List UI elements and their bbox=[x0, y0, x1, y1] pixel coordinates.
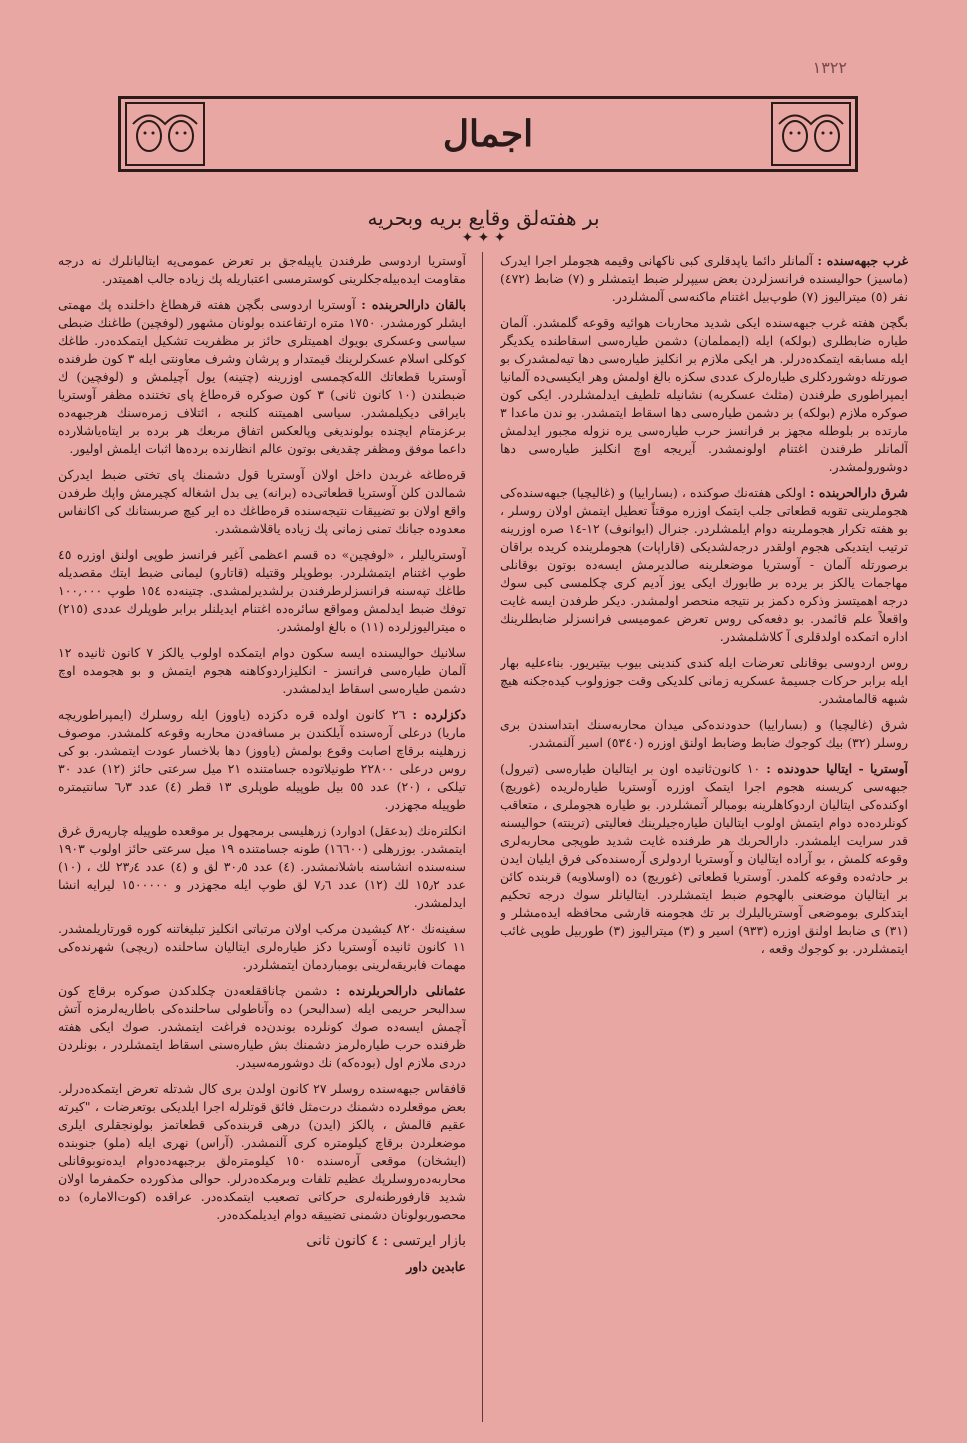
right-ornament bbox=[767, 99, 855, 169]
dateline: بازار ایرتسی : ٤ کانون ثانی bbox=[306, 1233, 466, 1249]
paragraph-text: دشمن چاناققلعه‌دن چکلدکدن صوکره برقاچ کون سدالبحر حریمی ایله (سدالبحر) ده وآناطولی ساحلنده‌کی باطاریه‌لرمزه آتش آچمش ایسه‌ده صوك کونلرده بوندن‌ده فراغت ایتمشدر. صوك ایکی هفته ظرفنده حرب طیاره‌لرمز دشمنك بش طیاره‌سنی اسقاط ایتمشلردر ، بونلردن دردی ملازم اول (بوده‌که) نك دوشورمه‌سیدر. bbox=[58, 983, 466, 1070]
paragraph-text: آوستریالیلر ، «لوفچین» ده قسم اعظمی آغیر فرانسز طوپی اولنق اوزره ٤٥ طوپ اغتنام ایتمشلردر. بوطوپلر وقتیله (قاتارو) لیمانی ضبط ایتك مقصدیله طاغك تپه‌سنه فرانسزلرطرفندن برلشدیرلمشدی. چتینه‌ده ١٥٤ طوپ ١٠٠,٠٠٠ توفك ضبط ایدلمش ومواقع سائره‌ده اغتنام ایدیلنلر برابر طوپلرك عددی (٢١٥) ه میترالیوزلرده (١١) ه بالغ اولمشدر. bbox=[58, 547, 466, 634]
paragraph-text: ١٠ کانون‌ثانیده اون بر ایتالیان طیاره‌سی (تیرول) جبهه‌سی کریسنه هجوم اجرا ایتمک اوزره آوستریا طیاره‌لریده (غوریچ) اوکنده‌کی ایتالیان اردوکاهلرینه بومبالر آتمشلردر. بو طیاره هجوملری ، متعاقب کونلرده‌ده دوام ایتمش اولوب ایتالیان طیاره‌جیلرینك فعالیتی (ترینته) حوالیسنه قدر سرایت ایلمشدر. دارالحربك هر طرفنده غایت شدید طوپجی محاربه‌لری وقوعه کلمش ، بو آراده ایتالیان و آوستریا اردولری آره‌سنده‌کی فرق ایلیان ایدن بر حادثه‌ده وقوعه کلمدر. آوستریا قطعاتی (غوریچ) ده (اوسلاویه) قربنده کائن بر ایتالیان موضعنی بالهجوم ضبط ایتمشلردر. ایتالیانلر سوك درجه تحکیم ایتدکلری بوموضعی آوستریالیلرك بر تك هجومنه قارشی محافظه ایده‌مشلر و (٣١) ی ضابط اولنق اوزره (٩٣٣) اسیر و (٣) میترالیوز (٣) طوربیل طوپی غائب ایتمشلردر. بو کوجوك وقعه ، bbox=[500, 761, 908, 956]
article-paragraph bbox=[500, 252, 908, 306]
page-header bbox=[118, 96, 858, 172]
paragraph-text: بگچن هفته غرب جبهه‌سنده ایکی شدید محاربات هوائیه وقوعه گلمشدر. آلمان طیاره ضابطلری (بولکه) ایله (ایمملمان) دشمن طیاره‌سی اسقاطنده یکدیگر ایله مسابقه ایتمکده‌درلر. هر ایکی ملازم بر انکلیز طیاره‌سی دها تیه‌لمشدرک بو صورتله دوشوردکلری طیاره‌لرک عددی سکزه بالغ اولمش وهر ایکیسی‌ده آلمانیا ایمپراطوری طرفندن (مثلث عسکریه) نشانیله تلطیف ایدلمشلردر. ایکی کون صوکره ملازم (بولکه) بر دشمن طیاره‌سی دها اسقاط ایتمشدر. بو ندن ماعدا ۳ مارتده بر بلوطله مجهز بر فرانسز حرب طیاره‌سی یره نزوله مجبور ایدلمش آلمانلر طرفندن اغتنام اولونمشدر. آیریجه اوچ انکلیز طیاره‌سی دها دوشورولمشدر. bbox=[500, 315, 908, 474]
article-paragraph bbox=[58, 546, 466, 636]
paragraph-text: آلمانلر دائما یاپدقلری کبی ناکهانی وقیمه هجوملر اجرا ایدرک (ماسیز) حوالیسنده فرانسزلردن بعض سیپرلر ضبط ایتمشلر و (۷) ضابط (٤٧٢) نفر (٥) میترالیوز (٧) طوپ‌بیل اغتنام ماکنه‌سی آلمشلردر. bbox=[500, 253, 908, 304]
paragraph-text: قره‌طاغه غربدن داخل اولان آوستریا قول دشمنك پای تختی ضبط ایدرکن شمالدن کلن آوستریا قطعاتی‌ده (برانه) یی بدل اشغاله کچیرمش واپك طرفدن واقع اولان بو تضییقات نتیجه‌سنده قره‌طاغك ده ایر کیچ صربستانك کی اکانفاس معدوده جبانك تمنی زمانی پك زیاده یاقلاشمشدر. bbox=[58, 467, 466, 536]
section-heading: شرق دارالحربنده : bbox=[809, 485, 908, 500]
twin-faces-ornament-icon bbox=[771, 102, 851, 166]
page-subtitle: بر هفته‌لق وقایع بریه وبحریه bbox=[367, 206, 600, 230]
article-paragraph bbox=[58, 982, 466, 1072]
article-paragraph bbox=[500, 716, 908, 752]
section-heading: عثمانلی دارالحربلرنده : bbox=[335, 983, 466, 998]
paragraph-text: قافقاس جبهه‌سنده روسلر ٢٧ کانون اولدن بری کال شدتله تعرض ایتمکده‌درلر. بعض موقعلرده دشمنك درت‌مثل فائق قوتلرله اجرا ایلدیکی بوتعرضات ، "کیرته عقیم قالمش ، پالکز (ایدن) درهی قربنده‌کی قطعاتمز بولونجقلری ایلری موضعلردن برقاچ کیلومتره کری آلنمشدر. (آراس) نهری ایله (ملو) جنوبنده (ایشخان) موقعی آره‌سنده ١٥٠ کیلومتره‌لق برجبهه‌ده‌دوام ایده‌نوبوقانلی محاربه‌ده‌روسلرپك عظیم تلفات وبرمکده‌درلر. حوالی مذکورده حکمفرما اولان شدید قارفورطنه‌لری حرکاتی تصعیب ایتمکده‌در. عراقده (کوت‌الاماره) ده محصوربولونان دشمنی تضییقه دوام ایدیلمکده‌در. bbox=[58, 1081, 466, 1222]
paragraph-text: انکلتره‌نك (بدعقل) ادوارد) زرهلیسی برمجهول بر موقعده طوپیله چارپه‌رق غرق ایتمشدر. بوزرهلی (١٦٦٠٠) طونه جسامتنده ١٩ میل سرعتی حائز اولوب ١٩٠٣ سنه‌سنده انشاسنه باشلانمشدر. (٤) عدد ٣٠٫٥ لق و (٤) عدد ٢٣٫٤ لك ، (١٠) عدد ١٥٫٢ لك (١٢) عدد ٧٫٦ لق طوپ ایله مجهزدر و ١٥٠٠٠٠٠ لیرایه انشا ایدلمشدر. bbox=[58, 823, 466, 910]
paragraph-text: ٢٦ کانون اولده قره دکزده (یاووز) ایله روسلرك (ایمپراطوریچه ماریا) درعلی آره‌سنده آیلکندن بر مسافه‌دن محاربه وقوعه کلمشدر. موصوف زرهلینه برقاچ اصابت وقوع بولمش (یاووز) دها بلاخسار عودت ایتمشدر. بو کی روس درعلی ٢٢٨٠٠ طونیلاتوده جسامتنده ٢١ میل سرعتی حائز (١٢) عدد ٣٠ تیلکی ، (٢٠) عدد ٥٥ بیل طوپیله طوپلری ١٣ قطر (٤) عدد ٦٫٣ سانتیمتره طوپیله مجهزدر. bbox=[58, 707, 466, 812]
paragraph-text: سفینه‌نك ٨٢٠ کیشیدن مرکب اولان مرتباتی انکلیز تبلیغاتنه کوره قورتاریلمشدر. ١١ کانون ثانیده آوستریا دکز طیاره‌لری ایتالیان ساحلنده (ریچی) شهرنده‌کی مهمات فابریقه‌لرینی بومباردمان ایتمشلردر. bbox=[58, 921, 466, 972]
signature: عابدین داور bbox=[406, 1259, 466, 1274]
section-heading: دکزلرده : bbox=[412, 707, 466, 722]
article-paragraph bbox=[58, 1080, 466, 1224]
article-paragraph bbox=[58, 920, 466, 974]
section-heading: آوستریا - ایتالیا حدودنده : bbox=[766, 761, 908, 776]
twin-faces-ornament-icon bbox=[125, 102, 205, 166]
article-paragraph bbox=[58, 466, 466, 538]
article-paragraph bbox=[500, 484, 908, 646]
article-paragraph bbox=[500, 760, 908, 958]
section-heading: غرب جبهه‌سنده : bbox=[817, 253, 908, 268]
paragraph-text: اولکی هفته‌نك صوکنده ، (بساراییا) و (غالیچیا) جبهه‌سنده‌کی هجوملرینی تقویه قطعاتی جلب ایتمک اوزره موقتاً تعطیل ایتمش اولان روسلر ، بو هفته تکرار هجوملرینه دوام ایلمشلردر. جنرال (ایوانوف) ١٢-١٤ صره اوزرینه ترتیب ایتدیکی هجوم اولقدر درجه‌لشدیکی (قاراپات) هجوملرینده کریده براقان برصورتله آلمان - آوستریا موضعلرینه صالدیرمش ایسه‌ده بوتون بوقانلی مهاجمات یالکز بر یرده بر طابورك ایکی یوز آدیم کری چکلمسی کبی سوك درجه اهمیتسز وذکره دکمز بر نتیجه منحصر اولمشدر. دیکر طرفدن ایسه غایت واقعلاً علم قائمدر. بو دفعه‌کی روس تعرض عمومیسی فرانسزلر ضابطلرینك اداره اتمکده اولدقلری آ کلاشلمشدر. bbox=[500, 485, 908, 644]
left-column bbox=[58, 252, 466, 1422]
page-number: ١٣٢٢ bbox=[812, 58, 847, 77]
paragraph-text: آوستریا اردوسی بگچن هفته قرهطاغ داخلنده پك مهمتی ایشلر کورمشدر. ١٧٥٠ متره ارتفاعنده بولونان مشهور (لوفچین) طاغنك ضبطی سیاسی وعسکری بویوك اهمیتلری حائز بر مظفریت تشکیل ایتمکده‌در. طاغك کوکلی اسلام عسکرلرینك قیمتدار و پرشان وشرف معاونتی ایله ٣ کون طرفنده آوستریا قطعاتك الله‌کچمسی اوزرینه (چتینه) یول آچیلمش و (لوفچین) ك ضبطندن (١٠ کانون ثانی) ٣ کون صوکره قره‌طاغ پای تختنده مظفر آوستریا بایراقی دیکیلمشدر. سیاسی اهمیتنه کلنجه ، ائتلاف زمره‌سنك هرجبهه‌ده برعزمتام ایچنده بولوندیغی وپالعکس اتفاق مربعك هر برده بر ایتاه‌یاشلارده داعما موفق ومظفر چقدیغی بوتون عالم انظارنده برده‌ها اثبات ایلمش اولیور. bbox=[58, 297, 466, 456]
article-paragraph bbox=[500, 654, 908, 708]
left-ornament bbox=[121, 99, 209, 169]
left-intro: آوستریا اردوسی طرفندن یاپیله‌جق بر تعرض عمومی‌یه ایتالیانلرك نه درجه مقاومت ایده‌بیله‌جکلرینی کوسترمسی اعتباریله پك زیاده جالب اهمیتدر. bbox=[58, 253, 466, 286]
paragraph-text: سلانیك حوالیسنده ایسه سکون دوام ایتمکده اولوب یالکز ٧ کانون ثانیده ١٢ آلمان طیاره‌سی فرانسز - انکلیزاردوکاهنه هجوم ایتمش و بو هجومده اوچ دشمن طیاره‌سی اسقاط ایدلمشدر. bbox=[58, 645, 466, 696]
section-heading: بالقان دارالحربنده : bbox=[361, 297, 466, 312]
right-column bbox=[500, 252, 908, 1422]
paragraph-text: شرق (غالیچیا) و (بساراییا) حدودنده‌کی میدان محاربه‌سنك ابتداسندن بری روسلر (٣٢) بیك کوجوك ضابط وضابط اولنق اوزره (٥٣٤٠) اسیر آلنمشدر. bbox=[500, 717, 908, 750]
star-divider: ✦ ✦ ✦ bbox=[461, 230, 506, 246]
article-paragraph bbox=[58, 296, 466, 458]
article-paragraph bbox=[500, 314, 908, 476]
article-paragraph bbox=[58, 644, 466, 698]
paragraph-text: روس اردوسی بوقانلی تعرضات ایله کندی کندینی بیوب بیتیریور. بناءعلیه بهار ایله برابر حرکات جسیمهٔ عسکریه زمانی کلدیکی وقت جوزولوب کیده‌جکنه هیچ شبهه قالمامشدر. bbox=[500, 655, 908, 706]
column-divider bbox=[482, 252, 483, 1422]
article-paragraph bbox=[58, 706, 466, 814]
article-paragraph bbox=[58, 822, 466, 912]
page-title: اجمال bbox=[442, 113, 534, 155]
